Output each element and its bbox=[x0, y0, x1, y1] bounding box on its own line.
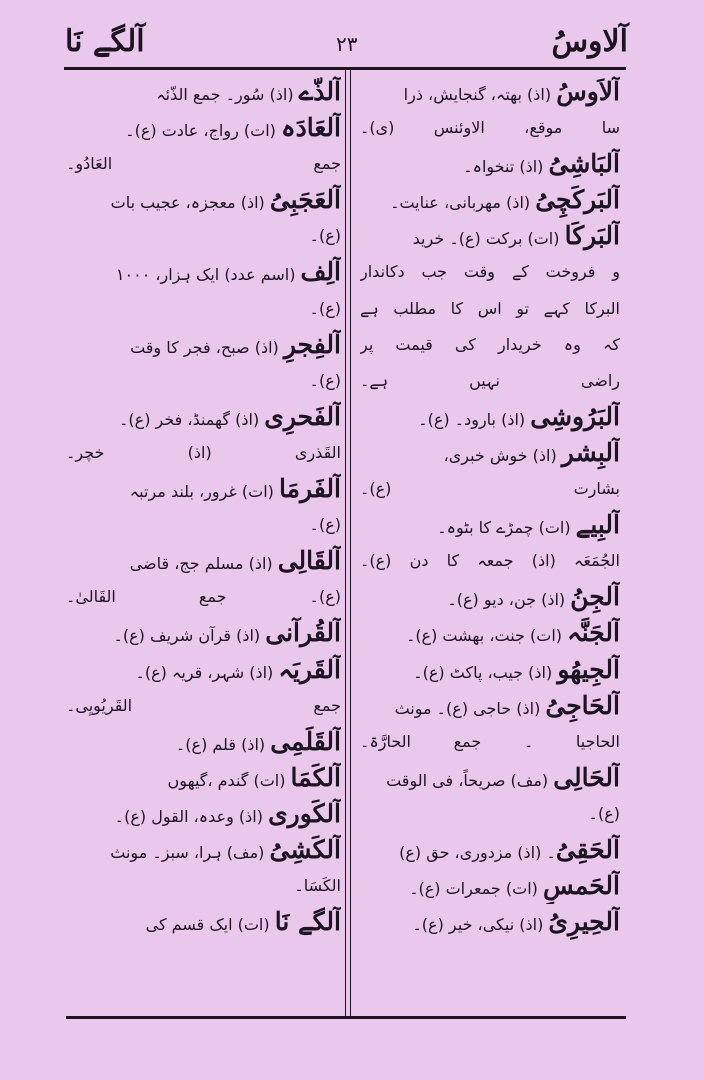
entry-line bbox=[360, 760, 620, 796]
entry-line bbox=[66, 218, 341, 254]
entry-line bbox=[360, 615, 620, 651]
headword: آلبِیے bbox=[575, 510, 620, 540]
definition: (ع)۔ bbox=[309, 515, 341, 535]
definition: بشارت (ع)۔ bbox=[360, 479, 620, 499]
footer-rule bbox=[66, 1016, 626, 1019]
entry-line bbox=[360, 435, 620, 471]
headword: آلقَالِی bbox=[277, 546, 341, 576]
headword: آلبَرُوشِی bbox=[530, 401, 620, 431]
headword: آلجِیهُو bbox=[557, 654, 620, 684]
definition: (اذ) شہر، قریہ (ع)۔ bbox=[135, 662, 279, 682]
entry-line bbox=[66, 327, 341, 363]
entry-line bbox=[360, 543, 620, 579]
entry-line bbox=[360, 218, 620, 254]
headword: آلاَوسُ bbox=[556, 77, 620, 106]
entry-line bbox=[360, 579, 620, 615]
entry-line bbox=[66, 182, 341, 218]
definition: (مف) صریحاً، فی الوقت bbox=[386, 770, 554, 790]
entry-line bbox=[66, 74, 341, 110]
definition: (اذ) نیکی، خیر (ع)۔ bbox=[412, 915, 549, 935]
definition: (اذ) مهربانی، عنایت۔ bbox=[390, 193, 536, 213]
entry-line bbox=[66, 543, 341, 579]
entry-line bbox=[360, 507, 620, 543]
definition: (اذ) معجزہ، عجیب بات bbox=[110, 193, 270, 213]
entry-line bbox=[360, 254, 620, 290]
entry-line bbox=[360, 724, 620, 760]
definition: (اذ) تنخواہ۔ bbox=[463, 157, 549, 177]
header-right-title: آلاوسُ bbox=[551, 24, 628, 59]
entry-line bbox=[360, 327, 620, 363]
definition: (ات) رواج، عادت (ع)۔ bbox=[125, 121, 281, 141]
headword: آلعَادَہ bbox=[280, 113, 341, 143]
headword: آلکَوری bbox=[268, 798, 341, 828]
definition: (اذ) حاجی (ع)۔ مونث bbox=[394, 698, 546, 718]
entry-line bbox=[66, 688, 341, 724]
headword: آلفَرمَا bbox=[278, 474, 341, 504]
entry-line bbox=[66, 507, 341, 543]
entry-line bbox=[360, 688, 620, 724]
definition: (اذ) خوش خبری، bbox=[443, 445, 562, 465]
entry-line bbox=[66, 868, 341, 904]
definition: القَذری (اذ) خچر۔ bbox=[66, 442, 341, 462]
entry-line bbox=[360, 291, 620, 327]
definition: (اذ) گهمنڈ، فخر (ع)۔ bbox=[119, 409, 265, 429]
headword: آلحِیرِیُ bbox=[548, 907, 620, 937]
headword: آلقَلَمِی bbox=[270, 726, 341, 756]
definition: (اذ) وعدہ، القول (ع)۔ bbox=[114, 806, 269, 826]
definition: (اذ) جیب، پاکٹ (ع)۔ bbox=[413, 662, 558, 682]
headword: آلقُرآنی bbox=[265, 618, 341, 648]
headword: آلکَشِیُ bbox=[269, 834, 341, 864]
definition: و فروخت کے وقت جب دکاندار bbox=[360, 262, 620, 282]
entry-line bbox=[360, 363, 620, 399]
entry-line bbox=[66, 579, 341, 615]
entry-line bbox=[66, 146, 341, 182]
headword: آلذّے bbox=[298, 77, 341, 106]
entry-line bbox=[66, 760, 341, 796]
entry-line bbox=[66, 471, 341, 507]
entry-line bbox=[66, 796, 341, 832]
left-column bbox=[66, 74, 341, 940]
definition: (اذ) قلم (ع)۔ bbox=[175, 734, 271, 754]
headword: آلقَریَہ bbox=[278, 654, 341, 684]
definition: الحاجیا ۔ جمع الحارَّۃ۔ bbox=[360, 731, 620, 751]
definition: (ات) چمڑے کا بٹوہ۔ bbox=[437, 518, 576, 538]
definition: (ات) ایک قسم کی bbox=[145, 915, 275, 935]
headword: آلفَحرِی bbox=[264, 401, 341, 431]
definition: (ع)۔ bbox=[309, 226, 341, 246]
entry-line bbox=[360, 904, 620, 940]
headword: آلبَرکَا bbox=[564, 221, 620, 251]
page-number: ۲۳ bbox=[336, 32, 358, 56]
right-column bbox=[360, 74, 620, 940]
definition: جمع العَادُو۔ bbox=[66, 154, 341, 174]
definition: (اذ) قرآن شریف (ع)۔ bbox=[113, 626, 266, 646]
entry-line bbox=[66, 904, 341, 940]
entry-line bbox=[66, 254, 341, 290]
entry-line bbox=[360, 399, 620, 435]
column-divider bbox=[345, 70, 346, 1016]
definition: (اذ) بهتہ، گنجایش، ذرا bbox=[403, 85, 557, 104]
entry-line bbox=[66, 615, 341, 651]
definition: الکَسَا۔ bbox=[294, 876, 341, 896]
headword: آلحَالِی bbox=[553, 762, 620, 792]
definition: (اذ) صبح، فجر کا وقت bbox=[130, 337, 284, 357]
entry-line bbox=[360, 652, 620, 688]
headword: آلجَنَّہ bbox=[567, 618, 620, 648]
headword: آلبَاشِیُ bbox=[548, 149, 620, 179]
definition: (ع)۔ جمع القَالیٰ۔ bbox=[66, 587, 341, 607]
entry-line bbox=[66, 652, 341, 688]
header-left-title: آلگے نَا bbox=[65, 24, 145, 59]
definition: جمع القَریُویِی۔ bbox=[66, 695, 341, 715]
definition: الجُمَعَہ (اذ) جمعہ کا دن (ع)۔ bbox=[360, 551, 620, 571]
definition: (مف) ہرا، سبز۔ مونث bbox=[110, 842, 270, 862]
entry-line bbox=[66, 832, 341, 868]
entry-line bbox=[360, 832, 620, 868]
headword: آلحَمسِ bbox=[542, 871, 620, 901]
definition: البرکا کہے تو اس کا مطلب ہے bbox=[360, 298, 620, 318]
definition: راضی نہیں ہے۔ bbox=[360, 370, 620, 390]
entry-line bbox=[360, 146, 620, 182]
headword: آلِف bbox=[300, 257, 341, 287]
entry-line bbox=[66, 399, 341, 435]
definition: (ات) جنت، بهشت (ع)۔ bbox=[405, 626, 568, 646]
definition: سا موقع، الاوئنس (ی)۔ bbox=[360, 118, 620, 138]
entry-line bbox=[66, 724, 341, 760]
definition: (اذ) جن، دیو (ع)۔ bbox=[447, 590, 571, 610]
definition: (ات) برکت (ع)۔ خرید bbox=[412, 229, 565, 249]
headword: آلحَاجِیُ bbox=[545, 690, 620, 720]
definition: کہ وہ خریدار کی قیمت پر bbox=[360, 334, 620, 354]
definition: (ع)۔ bbox=[588, 803, 620, 823]
headword: آلحَقِیُ bbox=[555, 834, 620, 864]
headword: آلعَجَبِیُ bbox=[269, 185, 341, 215]
entry-line bbox=[360, 182, 620, 218]
entry-line bbox=[66, 363, 341, 399]
headword: آلکَمَا bbox=[290, 762, 341, 792]
definition: (اذ) سُور۔ جمع الذّئہ bbox=[156, 85, 299, 104]
headword: آلگے نَا bbox=[274, 907, 341, 937]
definition: (ات) غرور، بلند مرتبہ bbox=[129, 482, 279, 502]
entry-line bbox=[360, 868, 620, 904]
column-divider bbox=[350, 70, 351, 1016]
definition: (اذ) مسلم جج، قاضی bbox=[129, 554, 278, 574]
headword: آلبِشر bbox=[561, 437, 620, 467]
entry-line bbox=[66, 291, 341, 327]
definition: (ع)۔ bbox=[309, 370, 341, 390]
entry-line bbox=[360, 471, 620, 507]
definition: (ات) گندم ،گیهوں bbox=[167, 770, 291, 790]
definition: (ات) جمعرات (ع)۔ bbox=[409, 879, 543, 899]
definition: ۔ (اذ) مزدوری، حق (ع) bbox=[399, 842, 556, 862]
entry-line bbox=[66, 435, 341, 471]
entry-line bbox=[360, 74, 620, 110]
headword: آلجِنُ bbox=[570, 582, 620, 612]
headword: آلبَرکَچِیُ bbox=[535, 185, 620, 215]
definition: (ع)۔ bbox=[309, 298, 341, 318]
entry-line bbox=[360, 110, 620, 146]
definition: (اسم عدد) ایک ہزار، ۱۰۰۰ bbox=[115, 265, 301, 285]
headword: آلفِجرِ bbox=[283, 329, 341, 359]
entry-line bbox=[66, 110, 341, 146]
definition: (اذ) بارود۔ (ع)۔ bbox=[418, 409, 531, 429]
entry-line bbox=[360, 796, 620, 832]
